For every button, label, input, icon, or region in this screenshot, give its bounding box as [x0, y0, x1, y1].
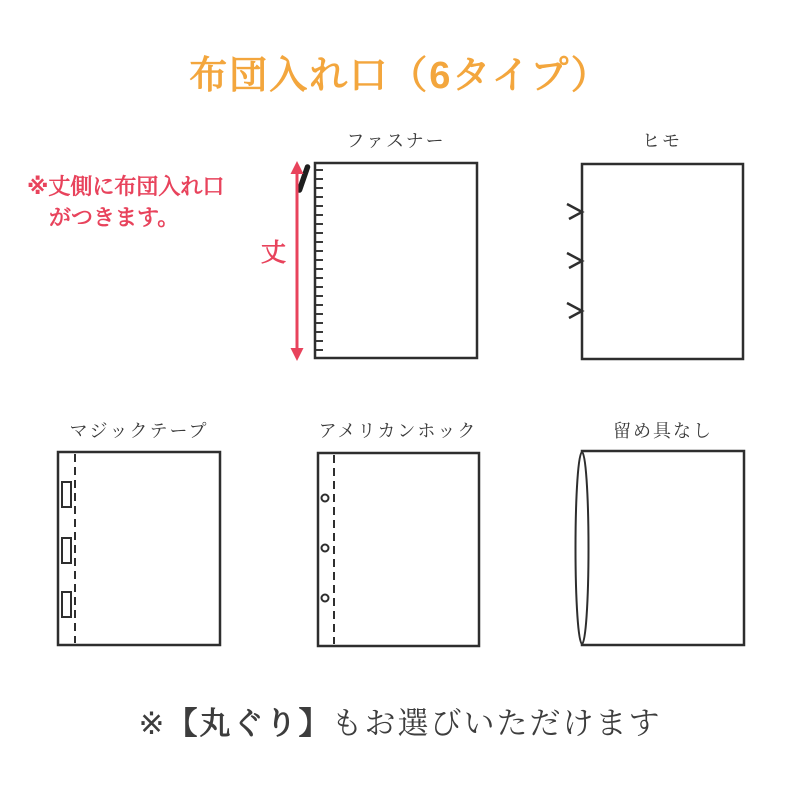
footer-note-suffix: もお選びいただけます — [331, 706, 662, 741]
fastener-square — [315, 163, 477, 358]
diagram-fastener — [291, 161, 478, 361]
label-fastener: ファスナー — [346, 131, 446, 151]
label-magictape: マジックテープ — [69, 421, 209, 441]
length-label: 丈 — [261, 239, 287, 267]
diagram-magictape — [58, 452, 220, 645]
magictape-square — [58, 452, 220, 645]
page-title: 布団入れ口（6タイプ） — [189, 55, 611, 97]
diagram-none — [576, 451, 745, 645]
length-side-note-line1: ※丈側に布団入れ口 — [27, 174, 225, 199]
velcro-tabs — [62, 482, 71, 617]
footer-note-bold: 【丸ぐり】 — [166, 706, 332, 741]
length-side-note-line2: がつきます。 — [49, 205, 180, 230]
label-himo: ヒモ — [642, 131, 682, 151]
himo-square — [582, 164, 743, 359]
label-snap: アメリカンホック — [318, 421, 478, 441]
label-none: 留め具なし — [613, 421, 713, 441]
footer-note — [0, 698, 800, 743]
none-square — [582, 451, 744, 645]
tie-marks — [567, 204, 582, 318]
snap-square — [318, 453, 479, 646]
open-edge-ellipse — [576, 452, 589, 644]
footer-note-prefix: ※ — [138, 706, 167, 741]
diagram-snap — [318, 453, 479, 646]
diagram-himo — [567, 164, 743, 359]
